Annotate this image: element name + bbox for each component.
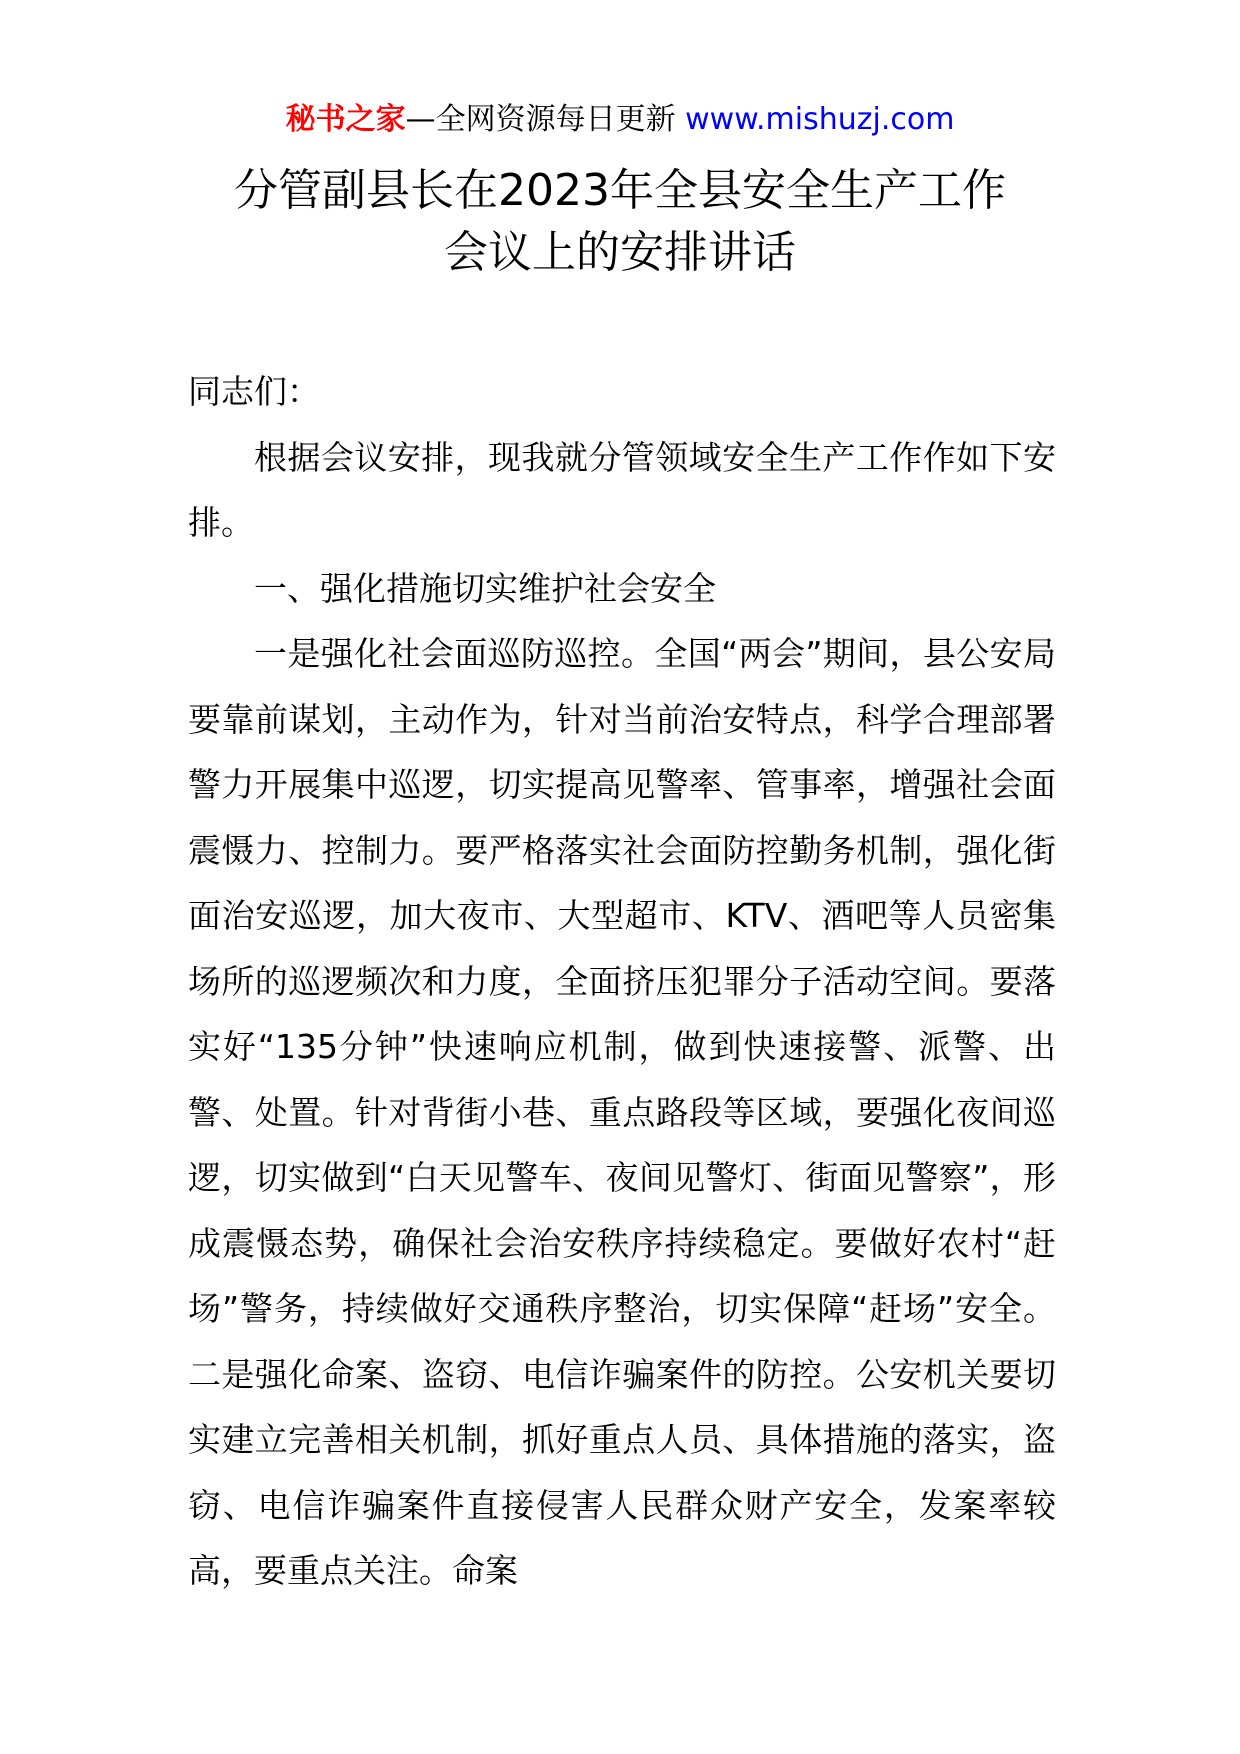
document-title — [0, 160, 1240, 284]
site-url-link[interactable]: www.mishuzj.com — [685, 102, 955, 137]
body-paragraph: 一是强化社会面巡防巡控。全国“两会”期间，县公安局要靠前谋划，主动作为，针对当前治安特点，科学合理部署警力开展集中巡逻，切实提高见警率、管事率，增强社会面震慑力、控制力。要严格落实社会面防控勤务机制，强化街面治安巡逻，加大夜市、大型超市、KTV、酒吧等人员密集场所的巡逻频次和力度，全面挤压犯罪分子活动空间。要落实好“135分钟”快速响应机制，做到快速接警、派警、出警、处置。针对背街小巷、重点路段等区域，要强化夜间巡逻，切实做到“白天见警车、夜间见警灯、街面见警察”，形成震慑态势，确保社会治安秩序持续稳定。要做好农村“赶场”警务，持续做好交通秩序整治，切实保障“赶场”安全。二是强化命案、盗窃、电信诈骗案件的防控。公安机关要切实建立完善相关机制，抓好重点人员、具体措施的落实，盗窃、电信诈骗案件直接侵害人民群众财产安全，发案率较高，要重点关注。命案 — [188, 634, 1056, 1590]
section-heading: 一、强化措施切实维护社会安全 — [254, 568, 716, 608]
brand-name: 秘书之家 — [285, 102, 406, 137]
salutation: 同志们： — [188, 372, 320, 411]
intro-paragraph: 根据会议安排，现我就分管领域安全生产工作作如下安排。 — [188, 437, 1056, 542]
title-line-2: 会议上的安排讲话 — [444, 227, 796, 278]
site-header — [0, 98, 1240, 142]
title-line-1: 分管副县长在2023年全县安全生产工作 — [234, 165, 1006, 216]
document-body — [188, 359, 1056, 1604]
header-tagline: —全网资源每日更新 — [405, 102, 686, 137]
